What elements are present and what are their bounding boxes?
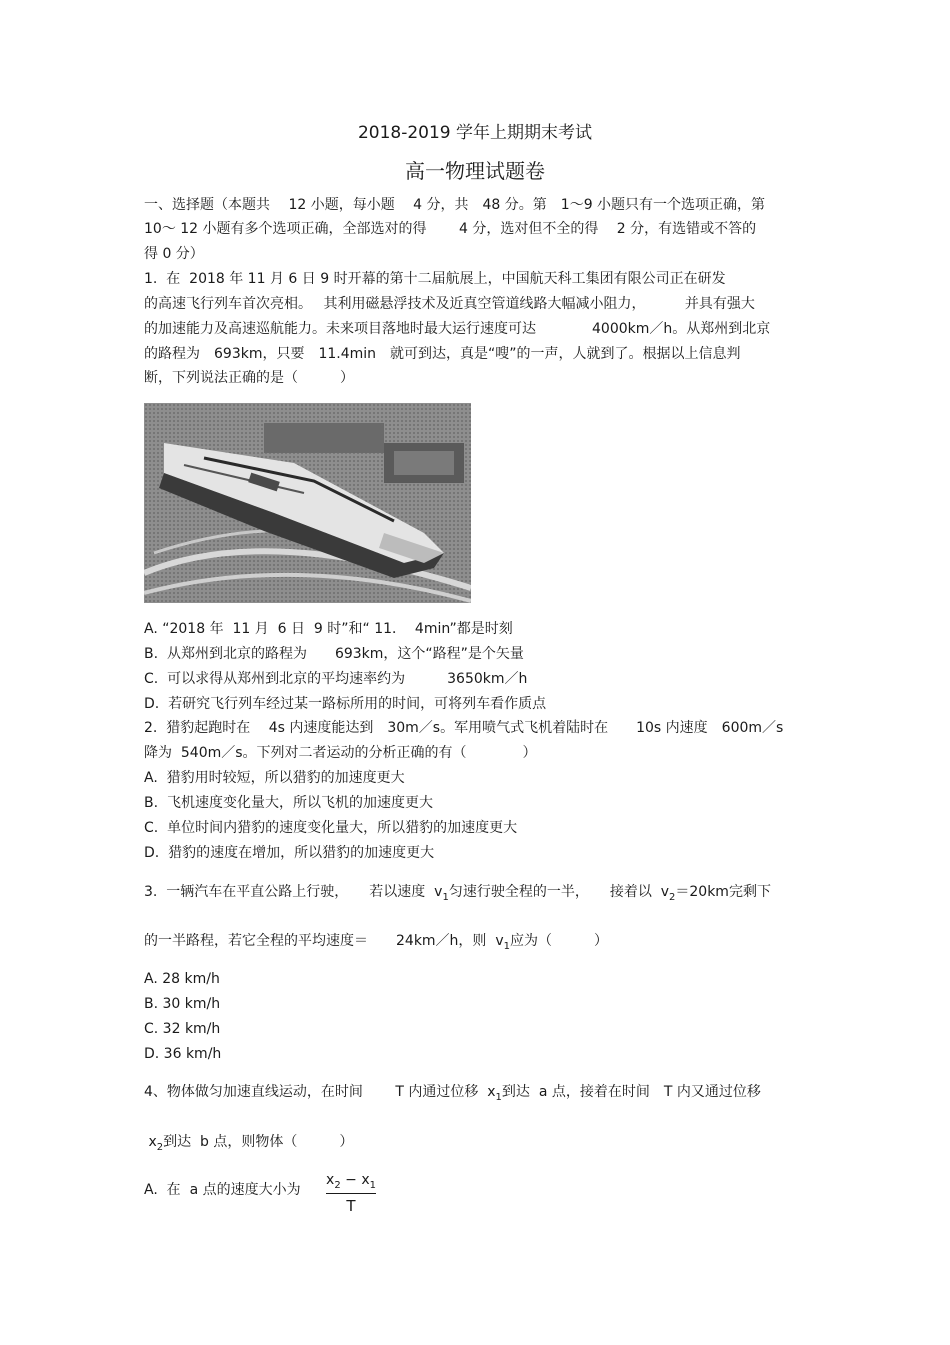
q4-option-a: A. 在 a 点的速度大小为 <box>144 1182 301 1198</box>
q2-option-d: D. 猎豹的速度在增加，所以猎豹的加速度更大 <box>144 845 435 861</box>
q1-option-d: D. 若研究飞行列车经过某一路标所用的时间，可将列车看作质点 <box>144 696 547 712</box>
q2-option-b: B. 飞机速度变化量大，所以飞机的加速度更大 <box>144 795 433 811</box>
fraction-numerator: $x_2 - x_1$ <box>326 1172 376 1194</box>
q1-stem-line-3: 的加速能力及高速巡航能力。未来项目落地时最大运行速度可达 4000km／h。从郑州到北京 <box>144 321 771 337</box>
q2-option-c: C. 单位时间内猎豹的速度变化量大，所以猎豹的加速度更大 <box>144 820 518 836</box>
section-instructions-line-3: 得 0 分） <box>144 246 204 262</box>
q4-stem-line-2: $x_2$到达 b 点，则物体（ ） <box>144 1134 354 1153</box>
exam-subtitle: 高一物理试题卷 <box>405 159 545 183</box>
q2-option-a: A. 猎豹用时较短，所以猎豹的加速度更大 <box>144 770 405 786</box>
q2-stem-line-1: 2. 猎豹起跑时在 4s 内速度能达到 30m／s。军用喷气式飞机着陆时在 10s 内速度 600m／s <box>144 720 784 736</box>
q3-stem-line-1: 3. 一辆汽车在平直公路上行驶， 若以速度 $v_1$匀速行驶全程的一半， 接着以 $v_2=20km$完剩下 <box>144 884 771 903</box>
q3-stem-line-2: 的一半路程，若它全程的平均速度＝ 24km／h，则 $v_1$应为（ ） <box>144 933 608 952</box>
train-photo <box>144 403 471 603</box>
section-instructions-line-2: 10～ 12 小题有多个选项正确，全部选对的得 4 分，选对但不全的得 2 分，有选错或不答的 <box>144 221 757 237</box>
section-instructions-line-1: 一、选择题（本题共 12 小题，每小题 4 分，共 48 分。第 1～9 小题只有一个选项正确，第 <box>144 197 766 213</box>
q1-option-c: C. 可以求得从郑州到北京的平均速率约为 3650km／h <box>144 671 528 687</box>
q2-stem-line-2: 降为 540m／s。下列对二者运动的分析正确的有（ ） <box>144 745 537 761</box>
q4-stem-line-1: 4、物体做匀加速直线运动，在时间 T 内通过位移 $x_1$到达 a 点，接着在时间 T 内又通过位移 <box>144 1084 761 1103</box>
q1-stem-line-2: 的高速飞行列车首次亮相。 其利用磁悬浮技术及近真空管道线路大幅减小阻力， 并具有强大 <box>144 296 755 312</box>
train-illustration <box>144 403 471 603</box>
q4-option-a-fraction <box>326 1172 376 1215</box>
q1-stem-line-5: 断，下列说法正确的是（ ） <box>144 370 354 386</box>
exam-title: 2018-2019 学年上期期末考试 <box>357 123 593 143</box>
q1-option-a: A. “2018 年 11 月 6 日 9 时”和“ 11． 4min”都是时刻 <box>144 621 513 637</box>
fraction-denominator: T <box>346 1196 356 1215</box>
q3-option-a: A. 28 km/h <box>144 971 220 987</box>
q1-stem-line-4: 的路程为 693km，只要 11.4min 就可到达，真是“嗖”的一声，人就到了。根据以上信息判 <box>144 346 741 362</box>
q3-option-d: D. 36 km/h <box>144 1046 222 1062</box>
q1-option-b: B. 从郑州到北京的路程为 693km，这个“路程”是个矢量 <box>144 646 524 662</box>
q3-option-c: C. 32 km/h <box>144 1021 221 1037</box>
q3-option-b: B. 30 km/h <box>144 996 221 1012</box>
q1-stem-line-1: 1. 在 2018 年 11 月 6 日 9 时开幕的第十二届航展上，中国航天科工集团有限公司正在研发 <box>144 271 726 287</box>
